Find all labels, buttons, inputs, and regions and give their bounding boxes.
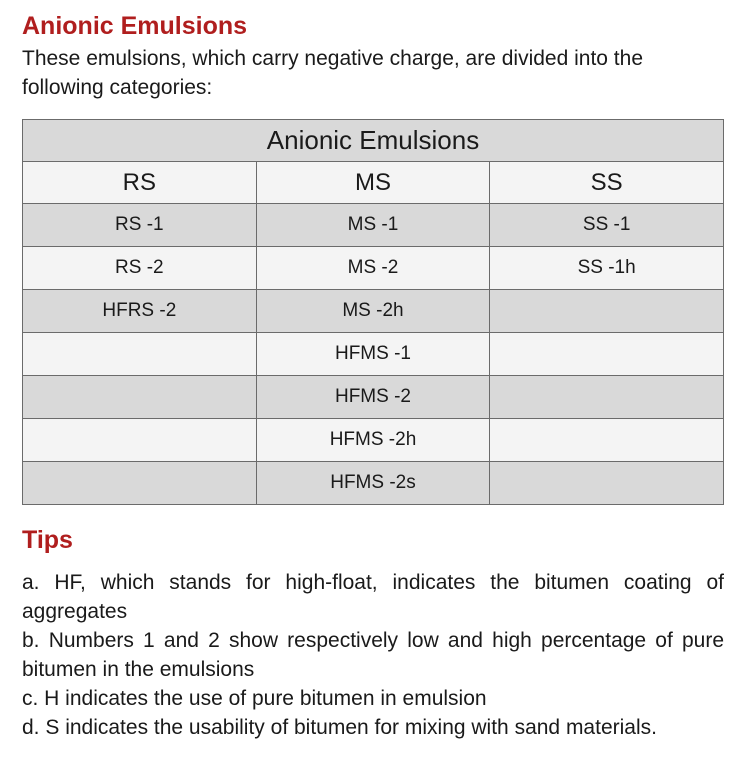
table-cell: HFRS -2: [23, 290, 257, 333]
table-cell: MS -2h: [256, 290, 490, 333]
table-cell: [23, 419, 257, 462]
table-cell: SS -1: [490, 204, 724, 247]
tip-item: b. Numbers 1 and 2 show respectively low and high percentage of pure bitumen in the emulsions: [22, 629, 724, 681]
table-cell: [490, 333, 724, 376]
column-header-ss: SS: [490, 162, 724, 204]
table-cell: HFMS -2s: [256, 462, 490, 505]
intro-paragraph: These emulsions, which carry negative charge, are divided into the following categories:: [22, 47, 643, 99]
table-cell: SS -1h: [490, 247, 724, 290]
table-cell: [490, 290, 724, 333]
table-cell: RS -1: [23, 204, 257, 247]
table-row: [23, 247, 724, 290]
table-row: [23, 376, 724, 419]
table-cell: [23, 462, 257, 505]
table-title: Anionic Emulsions: [23, 120, 724, 162]
tip-item: c. H indicates the use of pure bitumen in emulsion: [22, 687, 487, 710]
table-row: [23, 462, 724, 505]
tips-heading: Tips: [22, 526, 73, 554]
table-cell: MS -1: [256, 204, 490, 247]
emulsions-table: [22, 119, 724, 505]
tips-list: [22, 568, 724, 742]
table-cell: [23, 333, 257, 376]
table-cell: [490, 462, 724, 505]
table-row: [23, 419, 724, 462]
tip-item: a. HF, which stands for high-float, indicates the bitumen coating of aggregates: [22, 571, 724, 623]
table-cell: [490, 376, 724, 419]
section-heading: Anionic Emulsions: [22, 12, 248, 40]
table-cell: [23, 376, 257, 419]
tip-item: d. S indicates the usability of bitumen for mixing with sand materials.: [22, 716, 657, 739]
table-row: [23, 333, 724, 376]
table-row: [23, 204, 724, 247]
table-cell: [490, 419, 724, 462]
table-cell: HFMS -2h: [256, 419, 490, 462]
table-cell: RS -2: [23, 247, 257, 290]
column-header-rs: RS: [23, 162, 257, 204]
table-row: [23, 290, 724, 333]
table-cell: MS -2: [256, 247, 490, 290]
column-header-ms: MS: [256, 162, 490, 204]
table-cell: HFMS -1: [256, 333, 490, 376]
table-cell: HFMS -2: [256, 376, 490, 419]
